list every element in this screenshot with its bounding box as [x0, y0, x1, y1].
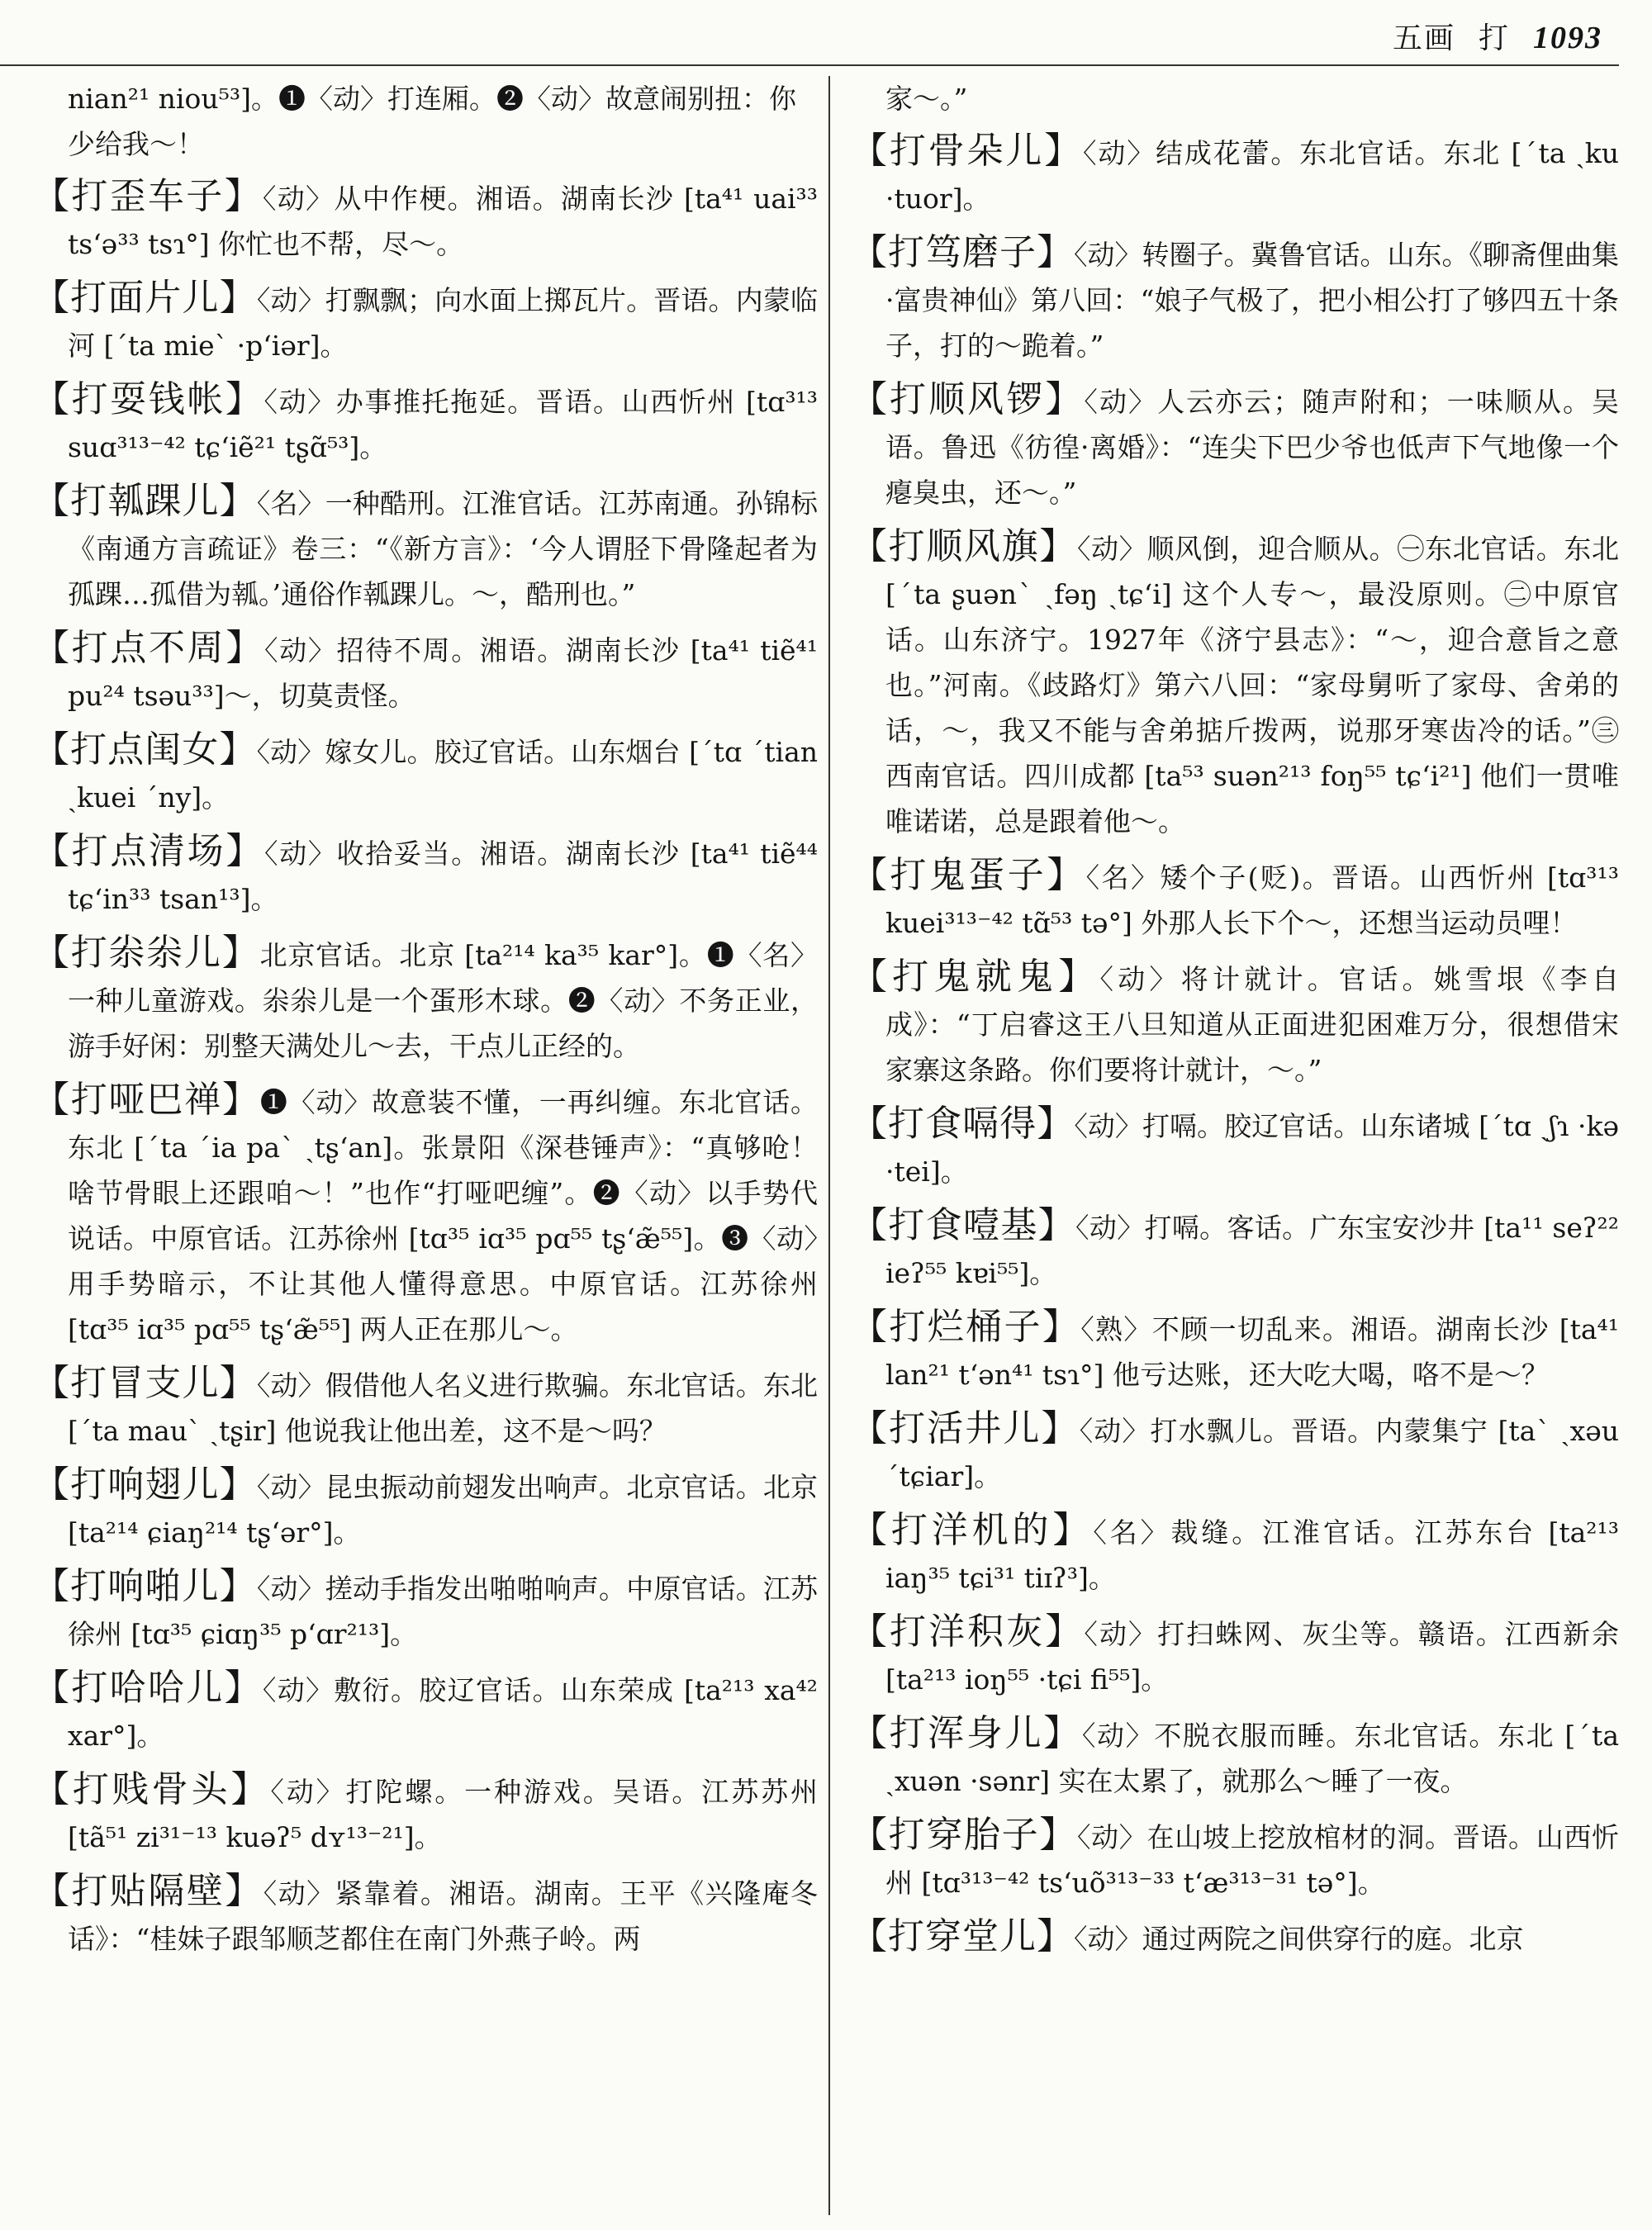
- entry-headword: 【打食噎基】: [851, 1204, 1075, 1246]
- dictionary-entry: [33, 1462, 818, 1555]
- entry-definition: 〈动〉从中作梗。湘语。湖南长沙 [ta⁴¹ uai³³ ts‘ə³³ tsɿ°] 你忙也不帮，尽～。: [68, 183, 819, 260]
- entry-headword: 【打穿堂儿】: [851, 1915, 1074, 1957]
- dictionary-entry: [33, 1868, 818, 1962]
- dictionary-entry: [33, 275, 818, 368]
- entry-headword: 【打点清场】: [33, 830, 265, 872]
- dictionary-entry: [33, 828, 818, 922]
- entry-definition: 〈动〉假借他人名义进行欺骗。东北官话。东北 [ˊta mauˋ ˏtʂir] 他说我让他出差，这不是～吗？: [68, 1369, 819, 1447]
- entry-headword: 【打骨朵儿】: [851, 130, 1084, 172]
- entry-headword: 【打尜尜儿】: [33, 932, 260, 974]
- entry-headword: 【打点不周】: [33, 627, 265, 669]
- entry-definition: 〈动〉打嗝。客话。广东宝安沙井 [ta¹¹ seʔ²² ieʔ⁵⁵ kɐi⁵⁵]。: [885, 1212, 1619, 1289]
- entry-definition: 〈动〉招待不周。湘语。湖南长沙 [ta⁴¹ tiẽ⁴¹ pu²⁴ tsəu³³]～，切莫责怪。: [68, 634, 818, 712]
- dictionary-entry: [851, 524, 1619, 844]
- header-rule: [0, 64, 1619, 66]
- entry-headword: 【打哈哈儿】: [33, 1667, 263, 1709]
- entry-headword: 【打鬼蛋子】: [851, 854, 1086, 896]
- entry-headword: 【打穿胎子】: [851, 1814, 1077, 1856]
- dictionary-entry: [33, 930, 818, 1069]
- entry-headword: 【打耍钱帐】: [33, 378, 264, 420]
- header-char: 打: [1478, 21, 1510, 55]
- right-column: [851, 76, 1619, 1970]
- entry-definition: 〈动〉转圈子。冀鲁官话。山东。《聊斋俚曲集·富贵神仙》第八回：“娘子气极了，把小相公打了够四五十条子，打的～跪着。”: [885, 239, 1619, 362]
- dictionary-entry: [33, 1767, 818, 1860]
- entry-definition: 〈动〉嫁女儿。胶辽官话。山东烟台 [ˊtɑ ˊtian ˏkuei ˊny]。: [68, 736, 819, 814]
- entry-definition: ❶〈动〉故意装不懂，一再纠缠。东北官话。东北 [ˊta ˊia paˋ ˏtʂ‘an]。张景阳《深巷锤声》：“真够呛！啥节骨眼上还跟咱～！”也作“打哑吧缠”。❷〈动〉以手势代说话。中原官话。江苏徐州 [tɑ³⁵ iɑ³⁵ pɑ⁵⁵ tʂ‘æ̃⁵⁵]。❸〈动〉用手势暗示，不让其他人懂得意思。中原官话。江苏徐州 [tɑ³⁵ iɑ³⁵ pɑ⁵⁵ tʂ‘æ̃⁵⁵] 两人正在那儿～。: [68, 1086, 819, 1345]
- entry-headword: 【打响啪儿】: [33, 1565, 257, 1607]
- dictionary-entry: [851, 1406, 1619, 1499]
- entry-definition: 〈名〉一种酷刑。江淮官话。江苏南通。孙锦标《南通方言疏证》卷三：“《新方言》：‘今人谓胫下骨隆起者为孤踝…孤借为瓡。’通俗作瓡踝儿。～，酷刑也。”: [68, 487, 819, 610]
- entry-headword: 【打响翅儿】: [33, 1464, 257, 1506]
- entry-headword: 【打点闺女】: [33, 728, 257, 771]
- entry-headword: 【打面片儿】: [33, 277, 257, 319]
- entry-definition: 〈动〉搓动手指发出啪啪响声。中原官话。江苏徐州 [tɑ³⁵ ɕiɑŋ³⁵ p‘ɑr²¹³]。: [68, 1573, 819, 1650]
- left-column: [33, 76, 818, 1970]
- dictionary-entry: [851, 1609, 1619, 1702]
- entry-definition: 〈动〉结成花蕾。东北官话。东北 [ˊta ˏku ·tuor]。: [885, 137, 1620, 215]
- entry-headword: 【打浑身儿】: [851, 1712, 1082, 1754]
- entry-headword: 【打食嗝得】: [851, 1103, 1075, 1145]
- dictionary-entry: [851, 1710, 1619, 1804]
- entry-headword: 【打顺风旗】: [851, 525, 1077, 567]
- entry-headword: 【打歪车子】: [33, 175, 263, 217]
- dictionary-entry: [851, 1304, 1619, 1397]
- entry-definition: 〈动〉紧靠着。湘语。湖南。王平《兴隆庵冬话》：“桂妹子跟邹顺芝都住在南门外燕子岭。两: [68, 1877, 819, 1955]
- dictionary-entry: [33, 173, 818, 267]
- entry-definition: 〈动〉打水飘儿。晋语。内蒙集宁 [taˋ ˏxəu ˊtɕiar]。: [885, 1415, 1619, 1492]
- entry-headword: 【打鬼就鬼】: [851, 956, 1100, 998]
- dictionary-entry: [851, 230, 1619, 368]
- entry-headword: 【打活井儿】: [851, 1407, 1080, 1450]
- entry-headword: 【打笃磨子】: [851, 231, 1074, 273]
- dictionary-entry: [33, 1665, 818, 1758]
- entry-definition: 〈动〉顺风倒，迎合顺从。㊀东北官话。东北 [ˊta ʂuənˋ ˏfəŋ ˏtɕ‘i] 这个人专～，最没原则。㊁中原官话。山东济宁。1927年《济宁县志》：“～，迎合意旨之意也。”河南。《歧路灯》第六八回：“家母舅听了家母、舍弟的话，～，我又不能与舍弟掂斤拨两，说那牙寒齿冷的话。”㊂西南官话。四川成都 [ta⁵³ suən²¹³ foŋ⁵⁵ tɕ‘i²¹] 他们一贯唯唯诺诺，总是跟着他～。: [885, 533, 1620, 837]
- header-section: 五画: [1392, 21, 1455, 55]
- entry-definition: 北京官话。北京 [ta²¹⁴ ka³⁵ kar°]。❶〈名〉一种儿童游戏。尜尜儿是一个蛋形木球。❷〈动〉不务正业，游手好闲：别整天满处儿～去，干点儿正经的。: [68, 939, 818, 1062]
- entry-definition: 〈名〉裁缝。江淮官话。江苏东台 [ta²¹³ iaŋ³⁵ tɕi³¹ tiɪʔ³]。: [885, 1516, 1619, 1594]
- running-header: [1393, 15, 1602, 57]
- entry-definition: 〈动〉打陀螺。一种游戏。吴语。江苏苏州 [tã⁵¹ zi³¹⁻¹³ kuəʔ⁵ dʏ¹³⁻²¹]。: [68, 1776, 818, 1853]
- dictionary-entry: [33, 377, 818, 470]
- dictionary-entry: [33, 1360, 818, 1454]
- entry-definition: 〈动〉将计就计。官话。姚雪垠《李自成》：“丁启睿这王八旦知道从正面进犯困难万分，很想借宋家寨这条路。你们要将计就计，～。”: [885, 963, 1619, 1086]
- dictionary-entry: [851, 1507, 1619, 1601]
- entry-definition: 〈动〉收拾妥当。湘语。湖南长沙 [ta⁴¹ tiẽ⁴⁴ tɕ‘in³³ tsan¹³]。: [68, 837, 818, 915]
- continuation-text: 家～。”: [885, 83, 968, 115]
- continuation-text: nian²¹ niou⁵³]。❶〈动〉打连厢。❷〈动〉故意闹别扭：你少给我～！: [68, 83, 796, 160]
- dictionary-entry: [33, 625, 818, 719]
- entry-definition: 〈动〉办事推托拖延。晋语。山西忻州 [tɑ³¹³ suɑ³¹³⁻⁴² tɕ‘iẽ²¹ tʂɑ̃⁵³]。: [68, 386, 818, 463]
- entry-definition: 〈动〉打飘飘；向水面上掷瓦片。晋语。内蒙临河 [ˊta mieˋ ·p‘iər]。: [68, 284, 819, 362]
- entry-definition: 〈动〉打扫蛛网、灰尘等。赣语。江西新余 [ta²¹³ ioŋ⁵⁵ ·tɕi fi⁵⁵]。: [885, 1618, 1619, 1696]
- entry-headword: 【打洋积灰】: [851, 1611, 1085, 1653]
- dictionary-entry: [851, 128, 1619, 221]
- column-divider: [828, 76, 830, 2215]
- entry-headword: 【打贱骨头】: [33, 1768, 271, 1810]
- entry-definition: 〈动〉不脱衣服而睡。东北官话。东北 [ˊta ˏxuən ·sənr] 实在太累了，就那么～睡了一夜。: [885, 1720, 1619, 1797]
- dictionary-entry: [851, 954, 1619, 1093]
- entry-definition: 〈动〉人云亦云；随声附和；一味顺从。吴语。鲁迅《彷徨·离婚》：“连尖下巴少爷也低声下气地像一个瘪臭虫，还～。”: [885, 386, 1619, 509]
- entry-definition: 〈熟〉不顾一切乱来。湘语。湖南长沙 [ta⁴¹ lan²¹ t‘ən⁴¹ tsɿ°] 他亏达账，还大吃大喝，咯不是～？: [885, 1313, 1619, 1391]
- entry-definition: 〈动〉通过两院之间供穿行的庭。北京: [1074, 1923, 1524, 1955]
- dictionary-entry: [851, 377, 1619, 515]
- dictionary-entry: [33, 478, 818, 617]
- dictionary-entry: [851, 1812, 1619, 1905]
- dictionary-entry: [851, 1914, 1619, 1962]
- page-number: 1093: [1533, 21, 1602, 55]
- entry-headword: 【打冒支儿】: [33, 1362, 257, 1404]
- dictionary-entry: [33, 1077, 818, 1352]
- entry-headword: 【打哑巴禅】: [33, 1079, 260, 1121]
- dictionary-entry: [851, 1203, 1619, 1296]
- entry-definition: 〈动〉在山坡上挖放棺材的洞。晋语。山西忻州 [tɑ³¹³⁻⁴² ts‘uõ³¹³⁻³³ t‘æ³¹³⁻³¹ tə°]。: [885, 1821, 1620, 1899]
- entry-definition: 〈动〉敷衍。胶辽官话。山东荣成 [ta²¹³ xa⁴² xar°]。: [68, 1674, 818, 1752]
- entry-definition: 〈动〉昆虫振动前翅发出响声。北京官话。北京 [ta²¹⁴ ɕiaŋ²¹⁴ tʂ‘ər°]。: [68, 1471, 819, 1549]
- dictionary-entry: [851, 1101, 1619, 1194]
- entry-definition: 〈动〉打嗝。胶辽官话。山东诸城 [ˊtɑ ˏʃɿ ·kə ·tei]。: [885, 1110, 1620, 1188]
- dictionary-entry: [33, 727, 818, 820]
- entry-headword: 【打瓡踝儿】: [33, 480, 257, 522]
- entry-headword: 【打顺风锣】: [851, 378, 1085, 420]
- entry-definition: 〈名〉矮个子(贬)。晋语。山西忻州 [tɑ³¹³ kuei³¹³⁻⁴² tɑ̃⁵³ tə°] 外那人长下个～，还想当运动员哩！: [885, 861, 1619, 939]
- dictionary-entry: [851, 852, 1619, 946]
- entry-headword: 【打贴隔壁】: [33, 1870, 263, 1912]
- entry-headword: 【打洋机的】: [851, 1509, 1094, 1551]
- dictionary-entry: [33, 1563, 818, 1657]
- entry-headword: 【打烂桶子】: [851, 1306, 1081, 1348]
